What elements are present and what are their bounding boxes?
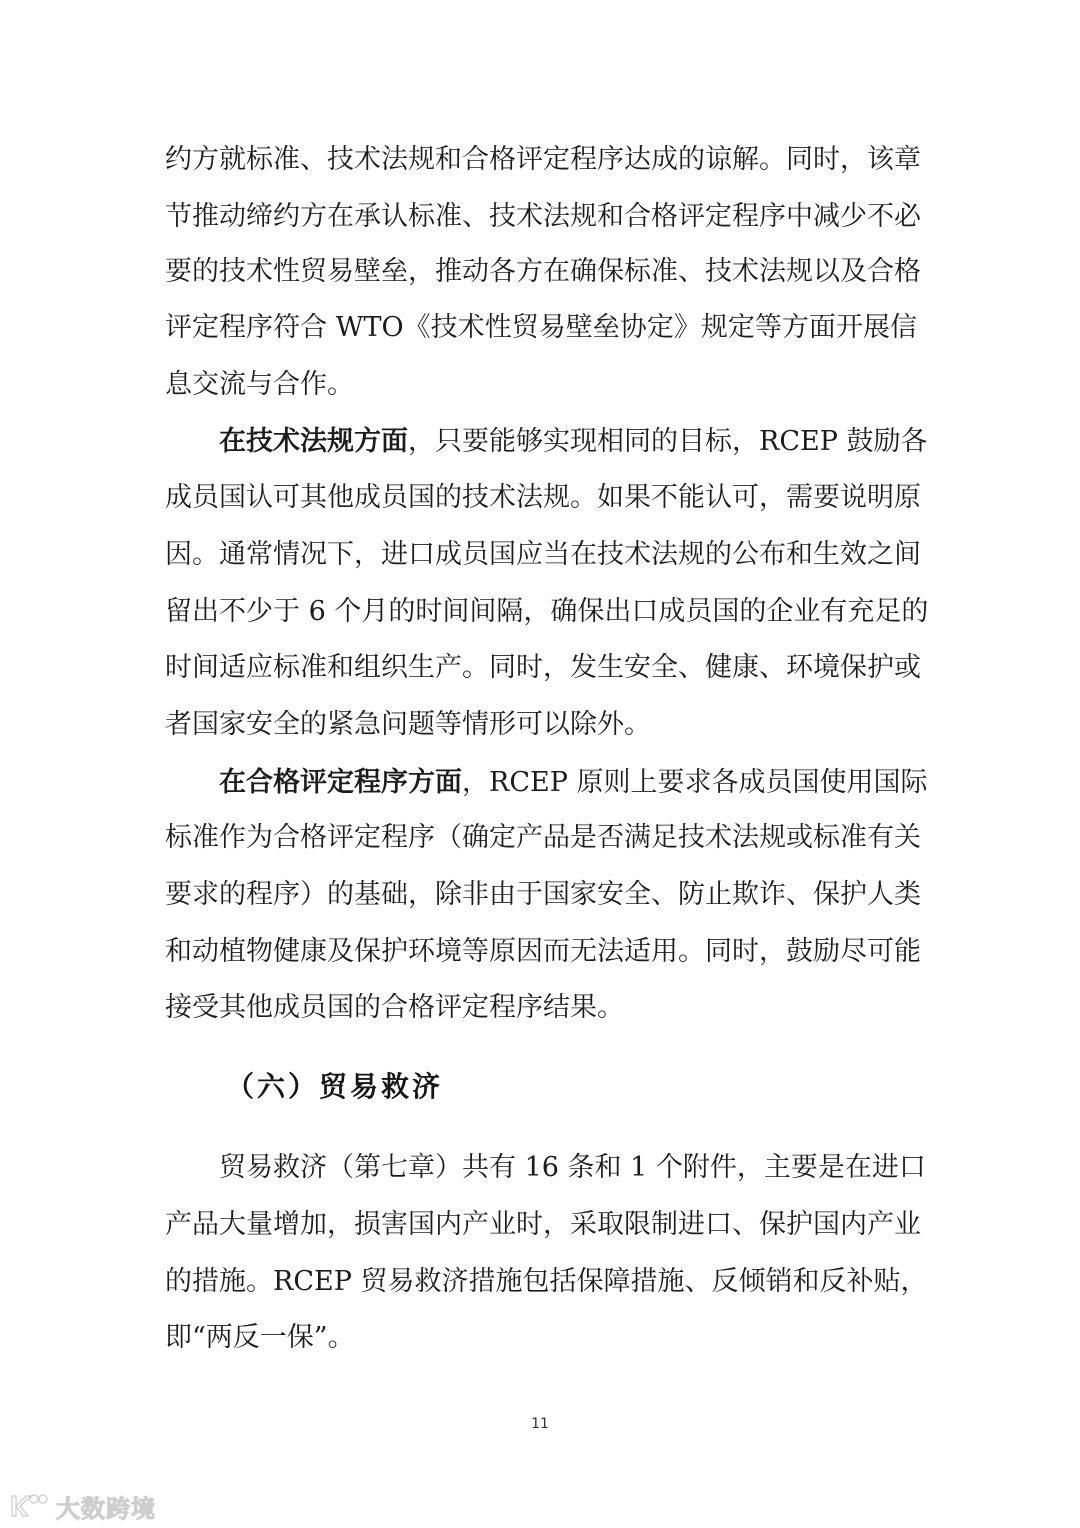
paragraph-2-line-6: 者国家安全的紧急问题等情形可以除外。 (165, 709, 651, 740)
paragraph-1-line-3: 要的技术性贸易壁垒，推动各方在确保标准、技术法规以及合格 (165, 256, 921, 287)
section-heading: （六）贸易救济 (226, 1070, 444, 1103)
paragraph-2-line-4: 留出不少于 6 个月的时间间隔，确保出口成员国的企业有充足的 (165, 596, 929, 627)
paragraph-2-line-2: 成员国认可其他成员国的技术法规。如果不能认可，需要说明原 (165, 482, 921, 513)
paragraph-3-line-1-rest: ，RCEP 原则上要求各成员国使用国际 (462, 767, 928, 798)
paragraph-4-line-4: 即“两反一保”。 (165, 1322, 355, 1353)
paragraph-1-line-5: 息交流与合作。 (165, 369, 354, 400)
paragraph-2-lead-bold: 在技术法规方面 (219, 426, 408, 457)
paragraph-3-line-2: 标准作为合格评定程序（确定产品是否满足技术法规或标准有关 (165, 822, 921, 853)
paragraph-3-line-1 (219, 763, 928, 803)
paragraph-4-line-3: 的措施。RCEP 贸易救济措施包括保障措施、反倾销和反补贴， (165, 1266, 928, 1297)
paragraph-4-line-1: 贸易救济（第七章）共有 16 条和 1 个附件，主要是在进口 (219, 1152, 926, 1183)
paragraph-2-line-1 (219, 422, 928, 462)
paragraph-2-line-5: 时间适应标准和组织生产。同时，发生安全、健康、环境保护或 (165, 652, 921, 683)
paragraph-2-line-1-rest: ，只要能够实现相同的目标，RCEP 鼓励各 (408, 426, 928, 457)
watermark (8, 1486, 156, 1526)
paragraph-3-line-5: 接受其他成员国的合格评定程序结果。 (165, 992, 624, 1023)
paragraph-1-line-2: 节推动缔约方在承认标准、技术法规和合格评定程序中减少不必 (165, 201, 921, 232)
k00-logo-icon (8, 1492, 50, 1520)
paragraph-3-line-3: 要求的程序）的基础，除非由于国家安全、防止欺诈、保护人类 (165, 879, 921, 910)
paragraph-1-line-4: 评定程序符合 WTO《技术性贸易壁垒协定》规定等方面开展信 (165, 312, 917, 343)
paragraph-2-line-3: 因。通常情况下，进口成员国应当在技术法规的公布和生效之间 (165, 539, 921, 570)
paragraph-1-line-1: 约方就标准、技术法规和合格评定程序达成的谅解。同时，该章 (165, 144, 921, 175)
paragraph-3-lead-bold: 在合格评定程序方面 (219, 767, 462, 798)
paragraph-4-line-2: 产品大量增加，损害国内产业时，采取限制进口、保护国内产业 (165, 1209, 921, 1240)
watermark-text: 大数跨境 (56, 1494, 156, 1523)
paragraph-3-line-4: 和动植物健康及保护环境等原因而无法适用。同时，鼓励尽可能 (165, 936, 921, 967)
page-number: 11 (531, 1416, 549, 1432)
